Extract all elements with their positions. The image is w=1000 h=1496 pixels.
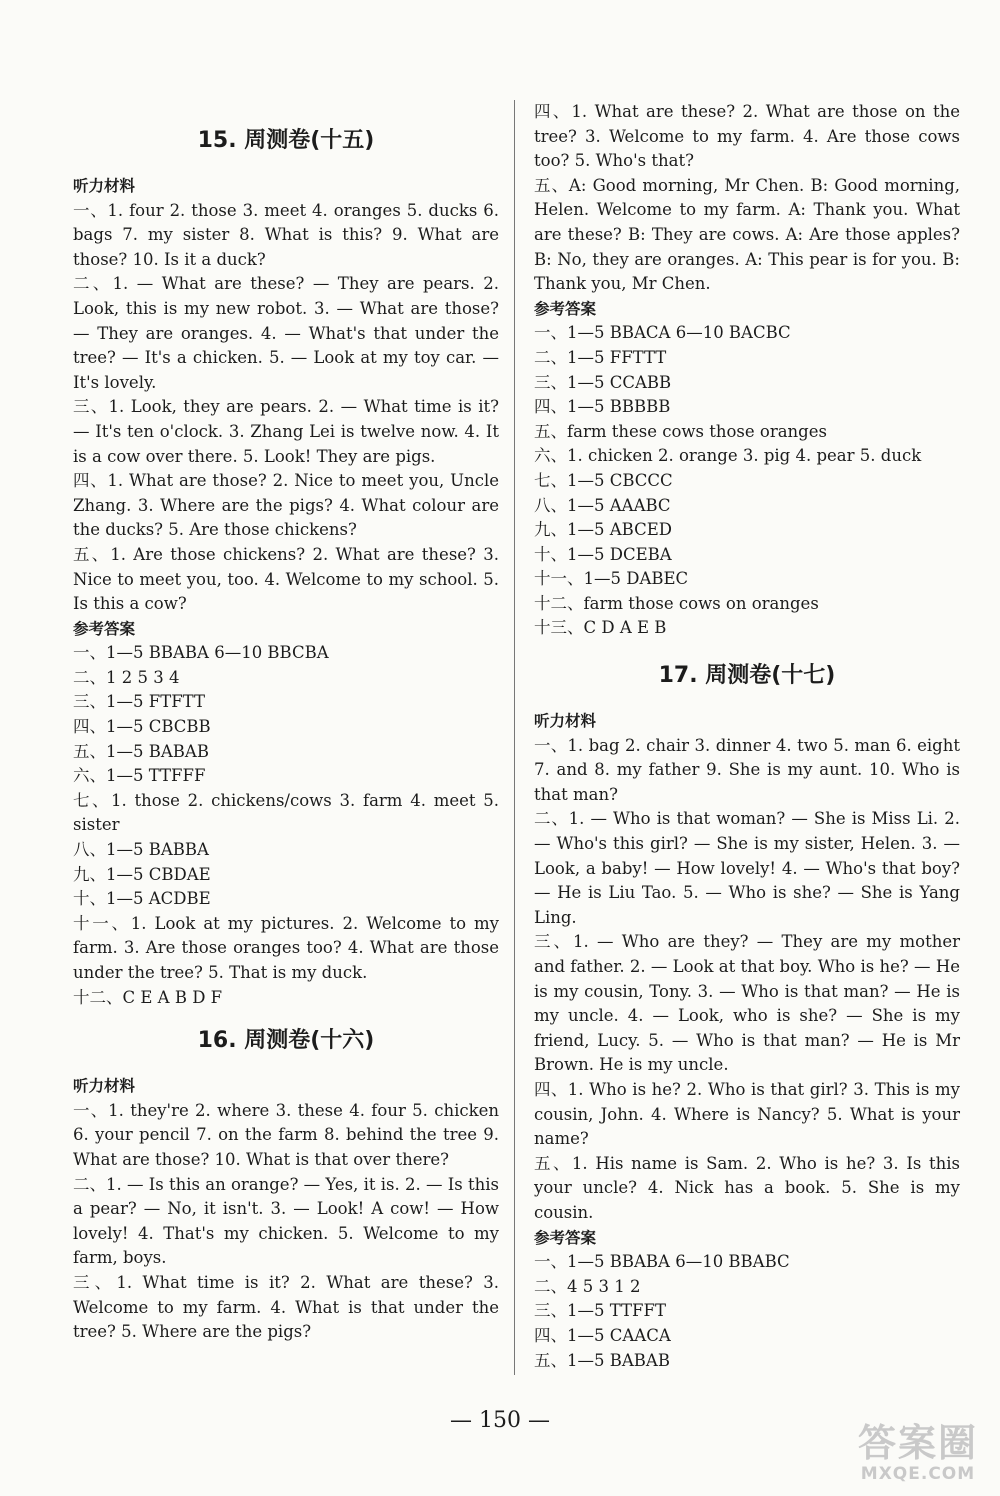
- section-16-listening-2: 二、1. — Is this an orange? — Yes, it is. 2. — Is this a pear? — No, it isn't. 3. — Look! A cow! — How lovely! 4. That's my chicken. 5. Welcome to my farm, boys.: [73, 1174, 499, 1268]
- section-17-listening-heading: 听力材料: [534, 712, 597, 731]
- section-17-answer-3: 三、1—5 TTFFT: [534, 1301, 666, 1321]
- section-15-answer-3: 三、1—5 FTFTT: [73, 692, 205, 712]
- section-17-title: 17. 周测卷(十七): [658, 663, 836, 689]
- section-15-answer-9: 九、1—5 CBDAE: [73, 864, 211, 884]
- section-17-answers-heading: 参考答案: [534, 1228, 597, 1247]
- section-15-answer-10: 十、1—5 ACDBE: [73, 889, 211, 909]
- section-15-listening-4: 四、1. What are those? 2. Nice to meet you, Uncle Zhang. 3. Where are the pigs? 4. What colour are the ducks? 5. Are those chickens?: [73, 471, 499, 540]
- section-16-listening-1: 一、1. they're 2. where 3. these 4. four 5. chicken 6. your pencil 7. on the farm 8. behind the tree 9. What are those? 10. What is that over there?: [73, 1100, 499, 1169]
- section-16-answer-4: 四、1—5 BBBBB: [534, 397, 671, 417]
- section-16-answer-7: 七、1—5 CBCCC: [534, 470, 673, 490]
- section-15-listening-1: 一、1. four 2. those 3. meet 4. oranges 5. ducks 6. bags 7. my sister 8. What is this? 9. What are those? 10. Is it a duck?: [73, 200, 499, 269]
- section-15-listening-2: 二、1. — What are these? — They are pears. 2. Look, this is my new robot. 3. — What are those? — They are oranges. 4. — What's that under the tree? — It's a chicken. 5. — Look at my toy car. — It's lovely.: [73, 274, 499, 392]
- section-16-listening-heading: 听力材料: [73, 1077, 136, 1096]
- left-column: [73, 100, 499, 1345]
- section-17-listening-5: 五、1. His name is Sam. 2. Who is he? 3. Is this your uncle? 4. Nick has a book. 5. She is my cousin.: [534, 1153, 960, 1222]
- section-15-answer-7: 七、1. those 2. chickens/cows 3. farm 4. meet 5. sister: [73, 790, 499, 835]
- section-15-answer-8: 八、1—5 BABBA: [73, 840, 209, 860]
- section-15-title: 15. 周测卷(十五): [197, 128, 375, 153]
- section-16-listening-4: 四、1. What are these? 2. What are those on the tree? 3. Welcome to my farm. 4. Are those cows too? 5. Who's that?: [534, 102, 960, 171]
- section-15-answer-12: 十二、C E A B D F: [73, 987, 223, 1007]
- section-17-answer-2: 二、4 5 3 1 2: [534, 1276, 641, 1296]
- section-17-listening-2: 二、1. — Who is that woman? — She is Miss Li. 2. — Who's this girl? — She is my sister, Helen. 3. — Look, a baby! — How lovely! 4. — Who's that boy? — He is Liu Tao. 5. — Who is she? — She is Yang Ling.: [534, 809, 960, 927]
- site-watermark: [858, 1422, 978, 1484]
- watermark-logo-text: 答案圈: [857, 1421, 978, 1465]
- column-divider: [514, 100, 515, 1375]
- section-16-answer-2: 二、1—5 FFTTT: [534, 347, 667, 367]
- section-15-answer-2: 二、1 2 5 3 4: [73, 667, 180, 687]
- watermark-url: MXQE.COM: [860, 1464, 976, 1484]
- section-16-answer-8: 八、1—5 AAABC: [534, 495, 671, 515]
- section-17-answer-4: 四、1—5 CAACA: [534, 1325, 671, 1345]
- section-16-answer-13: 十三、C D A E B: [534, 618, 667, 638]
- section-16-answer-6: 六、1. chicken 2. orange 3. pig 4. pear 5. duck: [534, 446, 922, 466]
- section-15-answer-11: 十一、1. Look at my pictures. 2. Welcome to my farm. 3. Are those oranges too? 4. What are those under the tree? 5. That is my duck.: [73, 913, 499, 982]
- section-15-answer-5: 五、1—5 BABAB: [73, 741, 209, 761]
- section-15-listening-3: 三、1. Look, they are pears. 2. — What time is it? — It's ten o'clock. 3. Zhang Lei is twelve now. 4. It is a cow over there. 5. Look! They are pigs.: [73, 397, 499, 466]
- section-17-listening-4: 四、1. Who is he? 2. Who is that girl? 3. This is my cousin, John. 4. Where is Nancy? 5. What is your name?: [534, 1079, 960, 1149]
- section-16-title: 16. 周测卷(十六): [197, 1028, 375, 1054]
- right-column: [534, 100, 960, 1373]
- section-15-listening-5: 五、1. Are those chickens? 2. What are these? 3. Nice to meet you, too. 4. Welcome to my school. 5. Is this a cow?: [73, 544, 499, 614]
- section-16-answer-9: 九、1—5 ABCED: [534, 520, 672, 540]
- section-17-listening-1: 一、1. bag 2. chair 3. dinner 4. two 5. man 6. eight 7. and 8. my father 9. She is my aunt. 10. Who is that man?: [534, 735, 960, 804]
- section-17-listening-3: 三、1. — Who are they? — They are my mother and father. 2. — Look at that boy. Who is he? — He is my cousin, Tony. 3. — Who is that man? — He is my uncle. 4. — Look, who is she? — She is my friend, Lucy. 5. — Who is that man? — He is Mr Brown. He is my uncle.: [534, 932, 960, 1075]
- section-15-answer-6: 六、1—5 TTFFF: [73, 766, 206, 786]
- section-16-answer-1: 一、1—5 BBACA 6—10 BACBC: [534, 323, 791, 343]
- section-16-answer-10: 十、1—5 DCEBA: [534, 544, 672, 564]
- section-15-answers-heading: 参考答案: [73, 619, 136, 638]
- section-16-answer-3: 三、1—5 CCABB: [534, 372, 672, 392]
- section-15-listening-heading: 听力材料: [73, 177, 136, 195]
- page-number: — 150 —: [450, 1408, 550, 1433]
- section-16-listening-5: 五、A: Good morning, Mr Chen. B: Good morning, Helen. Welcome to my farm. A: Thank you. What are these? B: They are cows. A: Are those apples? B: No, they are oranges. A: This pear is for you. B: Thank you, Mr Chen.: [534, 175, 960, 294]
- section-15-answer-4: 四、1—5 CBCBB: [73, 717, 211, 737]
- section-16-answers-heading: 参考答案: [534, 299, 597, 318]
- section-17-answer-5: 五、1—5 BABAB: [534, 1350, 670, 1370]
- section-17-answer-1: 一、1—5 BBABA 6—10 BBABC: [534, 1252, 790, 1272]
- section-16-answer-11: 十一、1—5 DABEC: [534, 569, 689, 589]
- section-16-answer-5: 五、farm these cows those oranges: [534, 421, 827, 441]
- section-15-answer-1: 一、1—5 BBABA 6—10 BBCBA: [73, 643, 329, 663]
- section-16-answer-12: 十二、farm those cows on oranges: [534, 593, 819, 613]
- section-16-listening-3: 三、1. What time is it? 2. What are these? 3. Welcome to my farm. 4. What is that under the tree? 5. Where are the pigs?: [73, 1272, 499, 1342]
